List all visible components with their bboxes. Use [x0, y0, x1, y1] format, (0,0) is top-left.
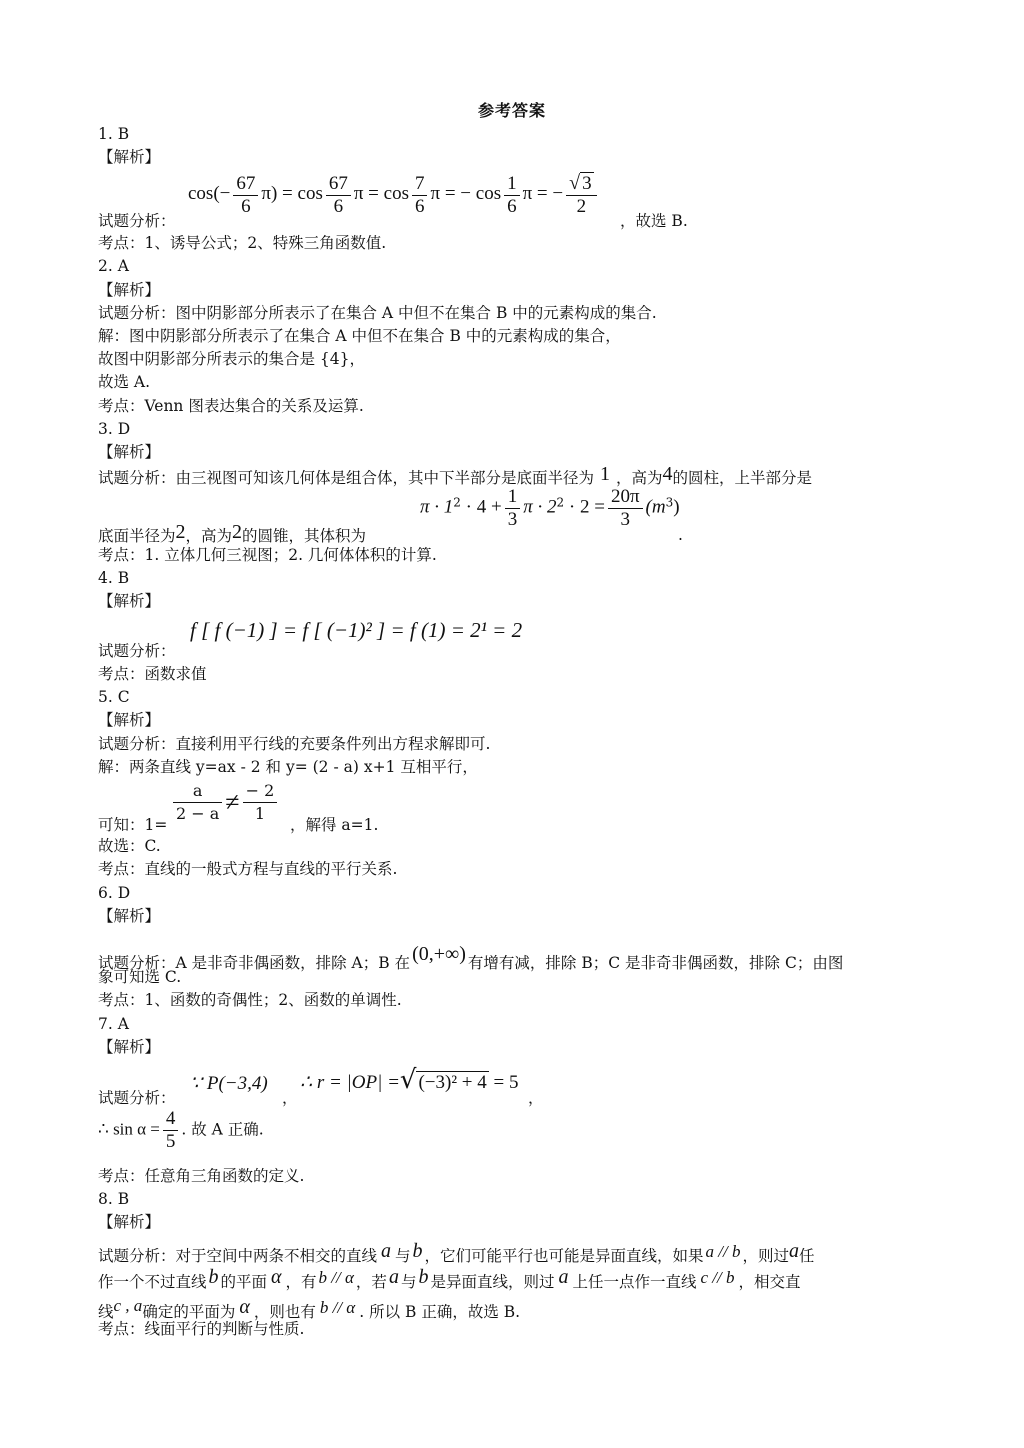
q6-answer: 6. D — [98, 884, 131, 902]
q1-fraction: $\frac{67}{6}$ — [233, 173, 258, 218]
q4-answer: 4. B — [98, 569, 130, 587]
q1-formula-part: cos(− — [188, 183, 231, 204]
q3-jiexi-label: 【解析】 — [98, 443, 161, 461]
q7-comma: ， — [282, 1089, 298, 1107]
q8-line3: 线c , a确定的平面为 α ，则也有 b // α . 所以 B 正确，故选 B. — [98, 1296, 521, 1321]
q2-line: 故图中阴影部分所表示的集合是 {4}， — [98, 350, 366, 368]
q5-jiexi-label: 【解析】 — [98, 711, 161, 729]
q2-line: 故选 A. — [98, 373, 151, 391]
q3-volume-formula: $\pi \cdot 1^2 \cdot 4$ + $\frac{1}{3}$ $\pi \cdot 2^2 \cdot 2$ = $\frac{20\pi}{3}$ $(m^3)$ — [420, 486, 680, 530]
q1-fraction: $\frac{1}{6}$ — [504, 173, 520, 218]
q7-jiexi-label: 【解析】 — [98, 1038, 161, 1056]
q1-fraction: $\frac{67}{6}$ — [326, 173, 351, 218]
q4-formula: f [ f (−1) ] = f [ (−1)² ] = f (1) = 2¹ = 2 — [190, 618, 523, 642]
q7-sin-line: ∴ sin α = $\frac{4}{5}$ . 故 A 正确. — [98, 1108, 264, 1152]
q7-answer: 7. A — [98, 1015, 129, 1033]
q5-line: 故选：C. — [98, 837, 161, 855]
q3-fraction: $\frac{1}{3}$ — [505, 486, 521, 531]
q5-answer: 5. C — [98, 688, 130, 706]
q4-analysis-prefix: 试题分析： — [98, 642, 176, 660]
q7-comma: ， — [528, 1089, 544, 1107]
q3-line2: 底面半径为2，高为2的圆锥，其体积为 — [98, 521, 367, 545]
q3-line1: 试题分析：由三视图可知该几何体是组合体，其中下半部分是底面半径为 1 ，高为4的圆柱，上半部分是 — [98, 463, 813, 487]
q8-line2: 作一个不过直线 b 的平面 α ，有 b // α ，若 a 与 b 是异面直线，则过 a 上任一点作一直线 c // b ，相交直 — [98, 1266, 801, 1291]
q8-answer: 8. B — [98, 1190, 130, 1208]
q2-answer: 2. A — [98, 257, 129, 275]
q8-jiexi-label: 【解析】 — [98, 1213, 161, 1231]
q5-kaodian: 考点：直线的一般式方程与直线的平行关系. — [98, 860, 398, 878]
q5-line: 解：两条直线 y=ax - 2 和 y= (2 - a) x+1 互相平行， — [98, 758, 478, 776]
q5-prefix: 可知：1= — [98, 816, 168, 834]
q6-kaodian: 考点：1、函数的奇偶性；2、函数的单调性. — [98, 991, 402, 1009]
q1-fraction: $\frac{7}{6}$ — [412, 173, 428, 218]
q1-fraction-sqrt3-over-2: $\frac{√ 3}{2}$ — [566, 172, 596, 218]
q2-line: 解：图中阴影部分所表示了在集合 A 中但不在集合 B 中的元素构成的集合， — [98, 327, 621, 345]
q6-line1: 试题分析：A 是非奇非偶函数，排除 A；B 在 (0,+∞) 有增有减，排除 B；C 是非奇非偶函数，排除 C；由图 — [98, 943, 844, 972]
q3-fraction: $\frac{20\pi}{3}$ — [608, 486, 643, 531]
q1-analysis-prefix: 试题分析： — [98, 212, 176, 230]
q7-analysis-prefix: 试题分析： — [98, 1089, 176, 1107]
q7-radius-formula: ∴ r = |OP| =√ (−3)² + 4 = 5 — [300, 1065, 519, 1095]
q3-answer: 3. D — [98, 420, 131, 438]
q5-fraction: $\frac{- 2}{1}$ — [243, 780, 278, 825]
page-title: 参考答案 — [477, 101, 546, 120]
q4-jiexi-label: 【解析】 — [98, 592, 161, 610]
q5-suffix: ，解得 a=1. — [290, 816, 379, 834]
q2-jiexi-label: 【解析】 — [98, 281, 161, 299]
q1-jiexi-label: 【解析】 — [98, 148, 161, 166]
q3-line2-end: . — [678, 526, 683, 544]
q4-kaodian: 考点：函数求值 — [98, 665, 207, 683]
q1-suffix: ，故选 B. — [620, 212, 688, 230]
q1-answer: 1. B — [98, 125, 130, 143]
q6-jiexi-label: 【解析】 — [98, 907, 161, 925]
q8-line1: 试题分析：对于空间中两条不相交的直线 a 与 b ，它们可能平行也可能是异面直线，如果 a // b ，则过a任 — [98, 1240, 815, 1265]
q7-point-formula: ∵ P(−3,4) — [190, 1073, 268, 1094]
q3-kaodian: 考点：1. 立体几何三视图；2. 几何体体积的计算. — [98, 546, 437, 564]
q1-kaodian: 考点：1、诱导公式；2、特殊三角函数值. — [98, 234, 387, 252]
q5-fraction-expression: $\frac{a}{2 - a}$ ≠ $\frac{- 2}{1}$ — [170, 780, 280, 825]
q6-line2: 象可知选 C. — [98, 968, 182, 986]
q7-fraction: $\frac{4}{5}$ — [163, 1108, 179, 1153]
q8-kaodian: 考点：线面平行的判断与性质. — [98, 1320, 305, 1338]
q5-fraction: $\frac{a}{2 - a}$ — [173, 780, 222, 825]
q7-kaodian: 考点：任意角三角函数的定义. — [98, 1167, 305, 1185]
q2-kaodian: 考点：Venn 图表达集合的关系及运算. — [98, 397, 364, 415]
q1-formula: cos(− $\frac{67}{6}$ π) = cos $\frac{67}{6}$ π = cos $\frac{7}{6}$ π = − cos $\frac{1}{6}$ π = − $\frac{√ 3}{2}$ — [188, 172, 600, 218]
q2-line: 试题分析：图中阴影部分所表示了在集合 A 中但不在集合 B 中的元素构成的集合. — [98, 304, 657, 322]
q5-line: 试题分析：直接利用平行线的充要条件列出方程求解即可. — [98, 735, 491, 753]
